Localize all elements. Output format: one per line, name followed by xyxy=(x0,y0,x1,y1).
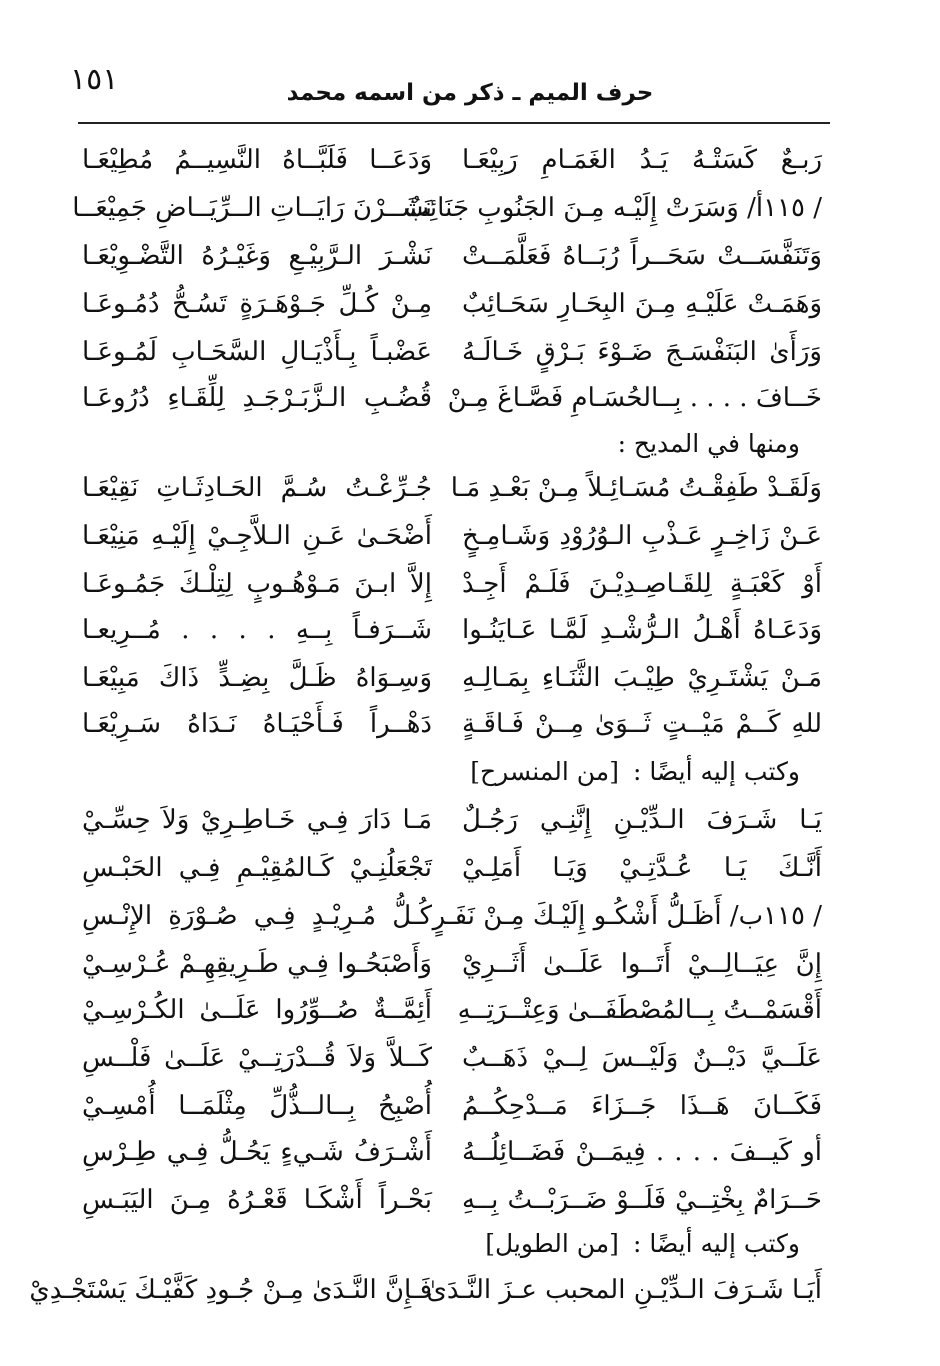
verse-second-hemistich: دَهْــراً فَـأَحْيَـاهُ نَـدَاهُ سَـرِيْعَـا xyxy=(82,709,432,739)
verse-first-hemistich: / ١١٥أ/ وَسَرَتْ إِلَيْـه مِـنَ الجَنُوبِ جَنَائِبٌ xyxy=(404,193,822,223)
verse-second-hemistich: قُضُـبِ الـزَّبَـرْجَـدِ لِلِّقَـاءِ دُرُوعَـا xyxy=(82,383,432,413)
verse-first-hemistich: وَلَقَـدْ طَفِقْـتُ مُسَـائِـلاً مِـنْ بَعْـدِ مَـا xyxy=(450,473,822,503)
verse-second-hemistich: نَشَــرْنَ رَايَــاتِ الــرِّيَــاضِ جَمِيْعَــا xyxy=(72,193,432,223)
section-heading-text: ومنها في المديح : xyxy=(617,429,800,458)
verse-first-hemistich: فَكَــانَ هَــذَا جَــزَاءَ مَــدْحِكُــمُ xyxy=(462,1091,822,1121)
section-heading xyxy=(460,1224,800,1264)
verse-first-hemistich: للهِ كَــمْ مَيْــتٍ ثَــوَىٰ مِــنْ فَـاقَـةٍ xyxy=(462,709,822,739)
header-rule xyxy=(78,122,830,124)
meter-label: [من الطويل] xyxy=(485,1229,619,1258)
verse-second-hemistich: أَئِمَّــةٌ صُــوِّرُوا عَلَــىٰ الكُـرْسِـيْ xyxy=(82,995,432,1025)
verse-second-hemistich: مِـنْ كُـلِّ جَـوْهَـرَةٍ تَسُـحُّ دُمُـوعَـا xyxy=(82,289,432,319)
verse-second-hemistich: تَجْعَلُنِـيْ كَـالمُقِيْـمِ فِـي الحَبْـسِ xyxy=(82,853,432,883)
verse-first-hemistich: وَدَعَـاهُ أَهْـلُ الـرُّشْـدِ لَمَّـا عَـايَنُـوا xyxy=(462,615,822,645)
verse-first-hemistich: وَهَمَـتْ عَلَيْـهِ مِـنَ البِحَـارِ سَحَـائِبٌ xyxy=(462,289,822,319)
verse-first-hemistich: أو كَيــفَ . . . . فِيمَــنْ فَضَــائِلُــهُ xyxy=(462,1137,822,1167)
verse-second-hemistich: فَـإِنَّ النَّـدَىٰ مِـنْ جُـودِ كَفَّيْـكَ يَسْتَجْـدِيْ xyxy=(29,1275,432,1305)
verse-first-hemistich: رَبـعٌ كَسَتْـهُ يَـدُ الغَمَـامِ رَبِيْعَـا xyxy=(462,145,822,175)
verse-first-hemistich: عَـنْ زَاخِـرٍ عَـذْبِ الـوُرُوْدِ وَشَـامِـخٍ xyxy=(462,521,822,551)
verse-first-hemistich: عَلَــيَّ دَيْــنٌ وَلَيْــسَ لِــيْ ذَهَــبٌ xyxy=(462,1043,822,1073)
verse-first-hemistich: أَنَّـكَ يَـا عُـدَّتِـيْ وَيَـا أَمَلِـيْ xyxy=(462,853,822,883)
verse-first-hemistich: أَيَـا شَـرَفَ الـدِّيْـنِ المحبب عـزَ النَّـدَىٰ xyxy=(426,1275,822,1305)
verse-first-hemistich: إِنَّ عِيَــالِــيْ أَتَــوا عَلَــىٰ أَثَــرِيْ xyxy=(462,949,822,979)
verse-first-hemistich: حَــرَامٌ بِخْتِــيْ فَلَــوْ ضَــرَبْــتُ بِــهِ xyxy=(462,1185,822,1215)
verse-second-hemistich: وَسِـوَاهُ ظَـلَّ بِضِـدٍّ ذَاكَ مَبِيْعَـا xyxy=(82,663,432,693)
verse-first-hemistich: وَتَنَفَّسَــتْ سَحَــراً رُبَــاهُ فَعَلَّمَــتْ xyxy=(462,241,822,271)
verse-second-hemistich: إِلاَّ ابـنَ مَـوْهُـوبٍ لِتِلْـكَ جَمُـوعَـا xyxy=(82,569,432,599)
verse-first-hemistich: وَرَأَىٰ البَنَفْسَـجَ ضَـوْءَ بَـرْقٍ خَـالَـهُ xyxy=(462,337,822,367)
verse-first-hemistich: أَوْ كَعْبَـةٍ لِلقَـاصِـدِيْـنَ فَلَـمْ أَجِـدْ xyxy=(462,569,822,599)
verse-second-hemistich: وَأَصْبَحُـوا فِـي طَـرِيقِهِـمْ عُـرْسِـيْ xyxy=(82,949,432,979)
verse-second-hemistich: نَشْـرَ الـرَّبِيْـعِ وَغَيْـرُهُ التَّضْـوِيْعَـا xyxy=(82,241,432,271)
verse-first-hemistich: / ١١٥ب/ أَظَـلُّ أَشْكُـو إِلَيْـكَ مِـنْ نَفَـرٍ xyxy=(432,901,822,931)
verse-second-hemistich: جُـرِّعْـتُ سُـمَّ الحَـادِثَـاتِ نَقِيْعَـا xyxy=(82,473,432,503)
section-heading xyxy=(460,752,800,792)
verse-second-hemistich: شَــرَفـاً بِــهِ . . . . مُــرِيعـا xyxy=(82,615,432,645)
verse-second-hemistich: كَــلاَّ وَلاَ قُــدْرَتِــيْ عَلَــىٰ فَلْــسِ xyxy=(82,1043,432,1073)
verse-second-hemistich: بَحْـراً أَشْكَـا قَعْـرُهُ مِـنَ اليَبَـسِ xyxy=(82,1185,432,1215)
verse-second-hemistich: مَـا دَارَ فِـي خَـاطِـرِيْ وَلاَ حِسِّـيْ xyxy=(82,805,432,835)
section-heading xyxy=(460,424,800,464)
verse-first-hemistich: مَـنْ يَشْتَـرِيْ طِيْـبَ الثَّنَـاءِ بِمَـالِـهِ xyxy=(462,663,822,693)
verse-second-hemistich: أَشْـرَفُ شَـيءٍ يَحُـلُّ فِـي طِـرْسِ xyxy=(82,1137,432,1167)
verse-first-hemistich: خَــافَ . . . . بِــالحُسَـامِ فَصَّـاغَ مِـنْ xyxy=(447,383,822,413)
verse-second-hemistich: أُصْبِحُ بِــالــذُّلِّ مِثْلَمَــا أُمْسِـيْ xyxy=(82,1091,432,1121)
section-heading-text: وكتب إليه أيضًا : xyxy=(632,1229,800,1258)
verse-first-hemistich: أَقْسَمْــتُ بِــالمُصْطَفَــىٰ وَعِتْــرَتِــهِ xyxy=(457,995,822,1025)
meter-label: [من المنسرح] xyxy=(470,757,619,786)
page-number: ١٥١ xyxy=(70,62,119,97)
verse-second-hemistich: كُـلُّ مُـرِيْـدٍ فِـي صُـوْرَةِ الإِنْـسِ xyxy=(82,901,432,931)
running-head: حرف الميم ـ ذكر من اسمه محمد xyxy=(286,80,654,106)
verse-first-hemistich: يَـا شَـرَفَ الـدِّيْـنِ إِنَّنِـي رَجُـلٌ xyxy=(462,805,822,835)
verse-second-hemistich: وَدَعَــا فَلَبَّــاهُ النَّسِيــمُ مُطِيْعَـا xyxy=(82,145,432,175)
verse-second-hemistich: أَضْحَـىٰ عَـنِ الـلاَّجِـيْ إِلَيْـهِ مَنِيْعَـا xyxy=(82,521,432,551)
verse-second-hemistich: عَضْبـاً بِـأَذْيَـالِ السَّحَـابِ لَمُـوعَـا xyxy=(82,337,432,367)
section-heading-text: وكتب إليه أيضًا : xyxy=(632,757,800,786)
